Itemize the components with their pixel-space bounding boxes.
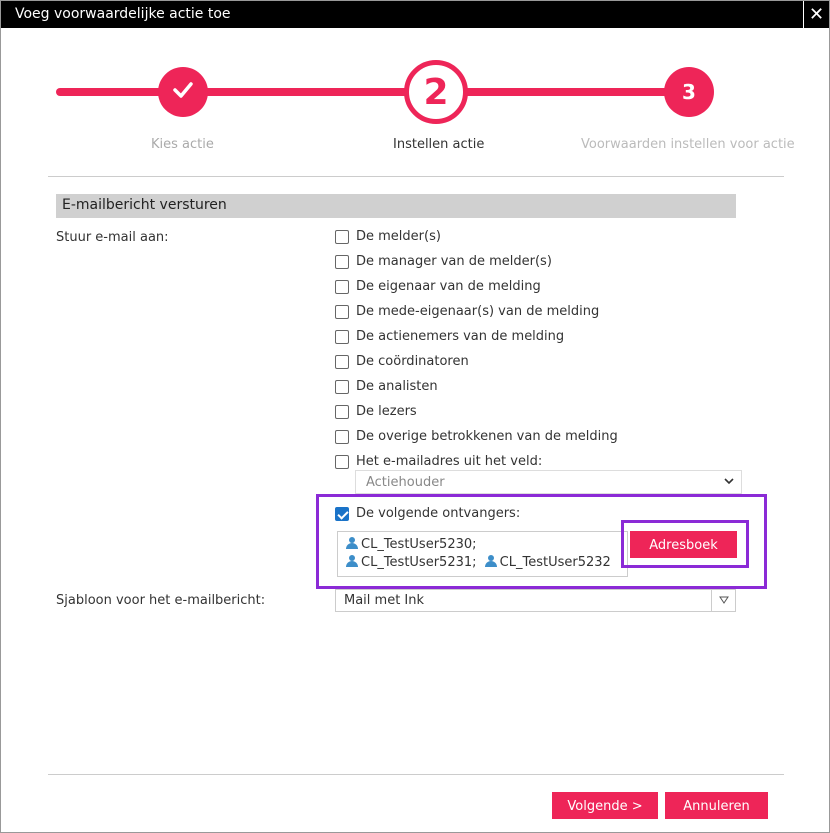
option-label: De eigenaar van de melding [356, 279, 541, 294]
next-button[interactable]: Volgende > [552, 792, 658, 819]
option-mede-eigenaar[interactable] [335, 304, 599, 319]
checkbox[interactable] [335, 280, 349, 294]
option-veld[interactable] [335, 454, 542, 469]
checkbox[interactable] [335, 430, 349, 444]
option-label: De overige betrokkenen van de melding [356, 429, 618, 444]
checkbox-checked[interactable] [335, 507, 349, 521]
section-header: E-mailbericht versturen [56, 194, 736, 218]
stepper-line-2 [456, 88, 691, 96]
step-3-label: Voorwaarden instellen voor actie [581, 137, 795, 152]
step-2-circle: 2 [404, 60, 468, 124]
chevron-down-icon [723, 474, 735, 491]
option-label: De manager van de melder(s) [356, 254, 552, 269]
option-following-recipients[interactable] [335, 506, 520, 521]
user-icon [346, 537, 358, 549]
option-actienemers[interactable] [335, 329, 564, 344]
stepper-line-1 [56, 88, 416, 96]
close-icon[interactable]: ✕ [803, 1, 829, 28]
addressbook-button[interactable]: Adresboek [630, 531, 737, 558]
option-manager[interactable] [335, 254, 552, 269]
option-melders[interactable] [335, 229, 441, 244]
checkbox[interactable] [335, 230, 349, 244]
step-3-circle: 3 [664, 67, 714, 117]
option-eigenaar[interactable] [335, 279, 541, 294]
option-analisten[interactable] [335, 379, 438, 394]
checkbox[interactable] [335, 305, 349, 319]
recipient-chip[interactable] [485, 554, 611, 572]
top-separator [48, 176, 784, 177]
option-label: Het e-mailadres uit het veld: [356, 454, 543, 469]
step-2-label: Instellen actie [393, 137, 485, 152]
check-icon [171, 78, 195, 106]
step-1-circle [158, 67, 208, 117]
recipient-name: CL_TestUser5232 [499, 555, 611, 570]
recipient-chip[interactable] [346, 536, 477, 554]
step-1-label: Kies actie [151, 137, 214, 152]
option-label: De mede-eigenaar(s) van de melding [356, 304, 600, 319]
checkbox[interactable] [335, 455, 349, 469]
recipients-box[interactable] [337, 531, 628, 577]
template-select-value: Mail met Ink [344, 593, 425, 608]
option-label: De actienemers van de melding [356, 329, 565, 344]
template-label: Sjabloon voor het e-mailbericht: [56, 593, 266, 608]
bottom-separator [48, 774, 784, 775]
checkbox[interactable] [335, 380, 349, 394]
option-label: De melder(s) [356, 229, 441, 244]
field-select-value: Actiehouder [366, 475, 445, 490]
user-icon [346, 555, 358, 567]
checkbox[interactable] [335, 405, 349, 419]
option-label: De volgende ontvangers: [356, 506, 521, 521]
option-lezers[interactable] [335, 404, 417, 419]
user-icon [485, 555, 497, 567]
title-bar [1, 1, 829, 28]
send-to-label: Stuur e-mail aan: [56, 230, 169, 245]
recipient-name: CL_TestUser5231; [361, 555, 477, 570]
template-select[interactable] [335, 589, 736, 612]
cancel-button[interactable]: Annuleren [665, 792, 768, 819]
recipient-chip[interactable] [346, 554, 477, 572]
option-label: De lezers [356, 404, 417, 419]
option-label: De coördinatoren [356, 354, 469, 369]
dialog-title: Voeg voorwaardelijke actie toe [15, 6, 231, 22]
option-label: De analisten [356, 379, 438, 394]
checkbox[interactable] [335, 255, 349, 269]
recipient-name: CL_TestUser5230; [361, 537, 477, 552]
checkbox[interactable] [335, 355, 349, 369]
triangle-down-icon[interactable] [711, 590, 735, 611]
option-overige[interactable] [335, 429, 618, 444]
field-select[interactable] [355, 470, 742, 494]
option-coordinatoren[interactable] [335, 354, 469, 369]
checkbox[interactable] [335, 330, 349, 344]
